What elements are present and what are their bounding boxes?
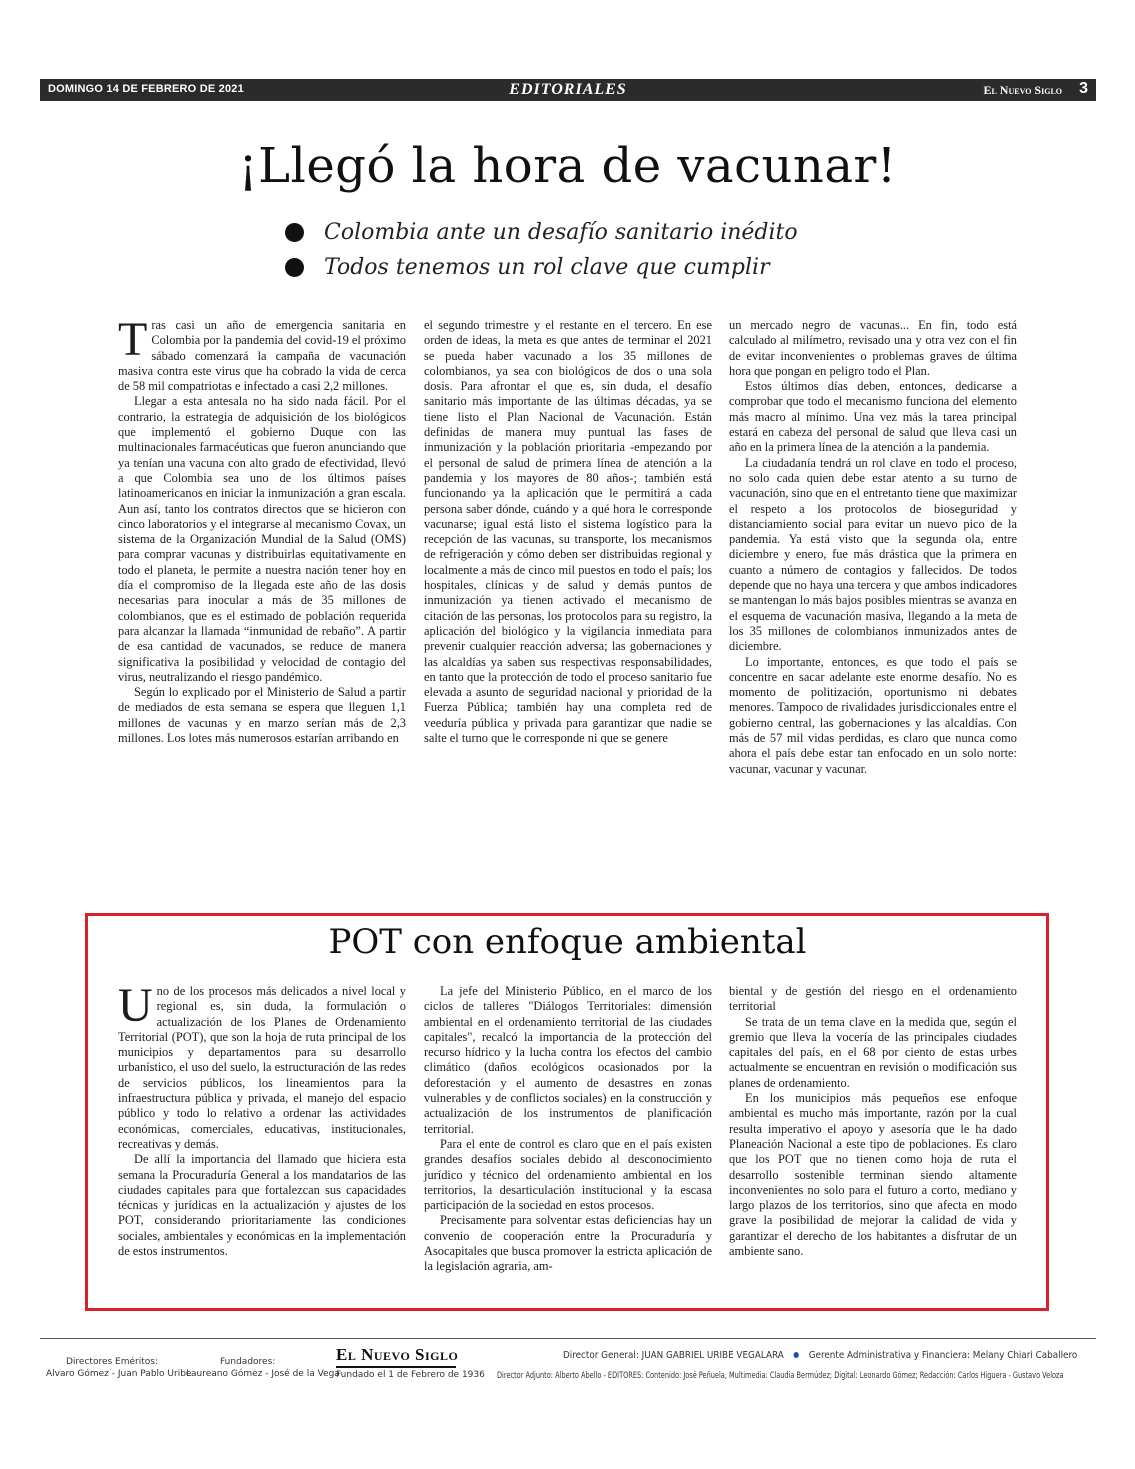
article-paragraph: Según lo explicado por el Ministerio de Salud a partir de mediados de esta semana se espera que lleguen 1,1 millones de vacunas y en marzo serían más de 2,3 millones. Los lotes más numerosos estarían arribando en [118, 685, 406, 746]
editorial2-column-1 [118, 979, 406, 1259]
article-paragraph [118, 313, 406, 394]
article-paragraph: Lo importante, entonces, es que todo el país se concentre en sacar adelante este enorme desafío. No es momento de politización, oportunismo ni debates menores. Tampoco de rivalidades jurisdiccionales entre el gobierno central, las gobernaciones y las alcaldías. Con más de 57 mil vidas perdidas, es claro que nunca como ahora el país debe estar tan enfocado en un solo norte: vacunar, vacunar y vacunar. [729, 654, 1017, 776]
footer-logo: El Nuevo Siglo [336, 1345, 459, 1364]
manager-label: Gerente Administrativa y Financiera: [808, 1350, 970, 1361]
article-paragraph: Se trata de un tema clave en la medida que, según el gremio que lleva la vocería de las principales ciudades capitales del país, en el 68 por ciento de estas urbes actualmente se encuentran en revisión o modificación sus planes de ordenamiento. [729, 1014, 1017, 1090]
editorial1-column-2 [424, 318, 712, 746]
emeritus-label: Directores Eméritos: [66, 1357, 158, 1367]
article-paragraph: La ciudadanía tendrá un rol clave en todo el proceso, no solo cada quien debe estar atento a su turno de vacunación, sino que en el entretanto tiene que maximizar el respeto a los protocolos de bioseguridad y distanciamiento social para evitar un nuevo pico de la pandemia. Ya está visto que la segunda ola, entre diciembre y enero, fue más drástica que la primera en cuanto a número de contagios y fallecidos. De todos depende que no haya una tercera y que ambos indicadores se mantengan lo más bajos posibles mientras se avanza en el esquema de vacunación masiva, llegando a la meta de los 35 millones de colombianos inmunizados antes de diciembre. [729, 455, 1017, 654]
director-name: JUAN GABRIEL URIBE VEGALARA [641, 1350, 784, 1361]
article-paragraph: Llegar a esta antesala no ha sido nada fácil. Por el contrario, la estrategia de adquisición de los biológicos que implementó el gobierno Duque con las multinacionales farmacéuticas que fueron anunciando que ya tenían una vacuna con alto grado de efectividad, llevó a que Colombia sea uno de los últimos países latinoamericanos en iniciar la inmunización a gran escala. Aun así, tanto los contratos directos que se hicieron con cinco laboratorios y el integrarse al mecanismo Covax, un sistema de la Organización Mundial de la Salud (OMS) para comprar vacunas y distribuirlas equitativamente en todo el planeta, le permite a nuestra nación tener hoy en día el compromiso de la llegada este año de las dosis necesarias para inocular a más de 35 millones de colombianos, que es el estimado de población requerida para alcanzar la llamada “inmunidad de rebaño”. A partir de esa cantidad de vacunados, se reduce de manera significativa la posibilidad y velocidad de contagio del virus, neutralizando el riesgo pandémico. [118, 394, 406, 684]
management-line [563, 1350, 1077, 1361]
director-label: Director General: [563, 1350, 639, 1361]
article-paragraph: biental y de gestión del riesgo en el ordenamiento territorial [729, 984, 1017, 1014]
article-paragraph: el segundo trimestre y el restante en el tercero. En ese orden de ideas, la meta es que antes de terminar el 2021 se pueda haber vacunado a los 35 millones de colombianos, ya sea con biológicos de dos o una sola dosis. Para afrontar el que es, sin duda, el desafío sanitario más importante de las últimas décadas, ya se tiene listo el Plan Nacional de Vacunación. Están definidas de manera muy puntual las fases de inmunización y la población prioritaria -empezando por el personal de salud de primera línea de atención a la pandemia y los mayores de 80 años-; también está funcionando ya la aplicación que le permitirá a cada persona saber dónde, cuándo y a qué hora le corresponde vacunarse; igual está listo el sistema logístico para la recepción de las vacunas, su transporte, los mecanismos de refrigeración y cómo deben ser distribuidas regional y localmente a más de cinco mil puestos en todo el país; los hospitales, clínicas y de salud y demás puntos de inmunización ya tienen activado el mecanismo de citación de las personas, los protocolos para su registro, la aplicación del biológico y la vigilancia inmediata para prevenir cualquier reacción adversa; las gobernaciones y las alcaldías ya saben sus respectivas responsabilidades, en tanto que la protección de todo el proceso sanitario fue elevada a asunto de seguridad nacional y prioridad de la Fuerza Pública; también hay una completa red de veeduría pública y privada para garantizar que nadie se salte el turno que le corresponde ni que se genere [424, 318, 713, 746]
bullet-item [285, 215, 798, 250]
article-paragraph: un mercado negro de vacunas... En fin, todo está calculado al milímetro, revisado una y otra vez con el fin de evitar inconvenientes o problemas graves de última hora que pongan en peligro todo el Plan. [729, 318, 1017, 378]
article-paragraph: Estos últimos días deben, entonces, dedicarse a comprobar que todo el mecanismo funciona del elemento más macro al mínimo. Una vez más la tarea principal estará en cabeza del personal de salud que lleva casi un año en la primera línea de la atención a la pandemia. [729, 379, 1017, 455]
article-paragraph: La jefe del Ministerio Público, en el marco de los ciclos de talleres "Diálogos Territoriales: dimensión ambiental en el ordenamiento territorial de las ciudades capitales", recalcó la importancia de la protección del recurso hídrico y la lucha contra los efectos del cambio climático (daños ecológicos ocasionados por la deforestación y el aumento de desastres en zonas vulnerables y de conflictos sociales) en la construcción y actualización de los instrumentos de planificación territorial. [424, 984, 712, 1136]
paragraph-text: no de los procesos más delicados a nivel local y regional es, sin duda, la formulación o actualización de los Planes de Ordenamiento Territorial (POT), que son la hoja de ruta principal de los municipios y departamentos para su desarrollo urbanístico, el uso del suelo, la estructuración de las redes de servicios públicos, los lineamientos para la infraestructura pública y privada, el manejo del espacio público y todo lo relativo a ordenar las actividades económicas, comerciales, educativas, institucionales, recreativas y demás. [118, 984, 406, 1151]
footer-divider [40, 1338, 1096, 1339]
masthead-brand: El Nuevo Siglo [983, 83, 1062, 97]
drop-cap: T [118, 313, 148, 366]
founded-date: Fundado el 1 de Febrero de 1936 [336, 1370, 485, 1380]
paragraph-text: ras casi un año de emergencia sanitaria en Colombia por la pandemia del covid-19 el próximo sábado comenzará la campaña de vacunación masiva contra este virus que ha cobrado la vida de cerca de 58 mil compatriotas e infectado a casi 2,2 millones. [118, 318, 406, 394]
article-paragraph: Precisamente para solventar estas deficiencias hay un convenio de cooperación entre la Procuraduría y Asocapitales que busca promover la estricta aplicación de la legislación agraria, am- [424, 1213, 712, 1274]
editorial1-column-3 [729, 318, 1017, 777]
emeritus-names: Alvaro Gómez - Juan Pablo Uribe [46, 1369, 192, 1379]
editorial1-title: ¡Llegó la hora de vacunar! [238, 138, 897, 194]
editorial2-column-2 [424, 984, 712, 1275]
staff-credits: Director Adjunto: Alberto Abello - EDITORES: Contenido: José Peñuela, Multimedia: Claudia Bermúdez; Digital: Leonardo Gómez; Redacción: Carlos Higuera - Gustavo Veloza [497, 1371, 1064, 1381]
drop-cap: U [118, 979, 153, 1032]
logo-underline [336, 1366, 456, 1368]
bullet-text: Colombia ante un desafío sanitario inédito [324, 219, 798, 245]
article-paragraph: Para el ente de control es claro que en el país existen grandes desafíos sociales debido al desconocimiento jurídico y técnico del ordenamiento ambiental en los territorios, la desarticulación institucional y la escasa participación de la sociedad en estos procesos. [424, 1136, 712, 1213]
bullet-text: Todos tenemos un rol clave que cumplir [324, 254, 770, 280]
article-paragraph: En los municipios más pequeños ese enfoque ambiental es mucho más importante, razón por la cual resulta imperativo el apoyo y asesoría que le ha dado Planeación Nacional a este tipo de poblaciones. Es claro que los POT que no tienen como hoja de ruta el desarrollo sostenible terminan siendo altamente inconvenientes no solo para el futuro a corto, mediano y largo plazos de los territorios, sino que afecta en modo grave la posibilidad de mejorar la calidad de vida y garantizar el derecho de los habitantes a disfrutar de un ambiente sano. [729, 1091, 1017, 1259]
bullet-item [285, 250, 798, 285]
issue-date: DOMINGO 14 DE FEBRERO DE 2021 [48, 83, 244, 95]
manager-name: Melany Chiari Caballero [972, 1350, 1078, 1361]
editorial1-bullets [285, 215, 798, 285]
article-paragraph: De allí la importancia del llamado que hiciera esta semana la Procuraduría General a los mandatarios de las ciudades capitales para que fortalezcan sus capacidades técnicas y jurídicas en la actualización y ajustes de los POT, considerando prioritariamente las condiciones sociales, ambientales y económicas en la implementación de estos instrumentos. [118, 1152, 406, 1259]
page-number: 3 [1079, 80, 1088, 97]
founders-label: Fundadores: [220, 1357, 276, 1367]
bullet-dot-icon [285, 223, 304, 242]
bullet-dot-icon [285, 258, 304, 277]
separator-dot-icon [794, 1352, 799, 1358]
editorial2-title: POT con enfoque ambiental [328, 922, 807, 962]
section-title: EDITORIALES [509, 81, 627, 98]
editorial2-column-3 [729, 984, 1017, 1259]
editorial1-column-1 [118, 313, 406, 746]
article-paragraph [118, 979, 406, 1152]
founders-names: Laureano Gómez - José de la Vega [186, 1369, 340, 1379]
page-header [40, 79, 1096, 101]
